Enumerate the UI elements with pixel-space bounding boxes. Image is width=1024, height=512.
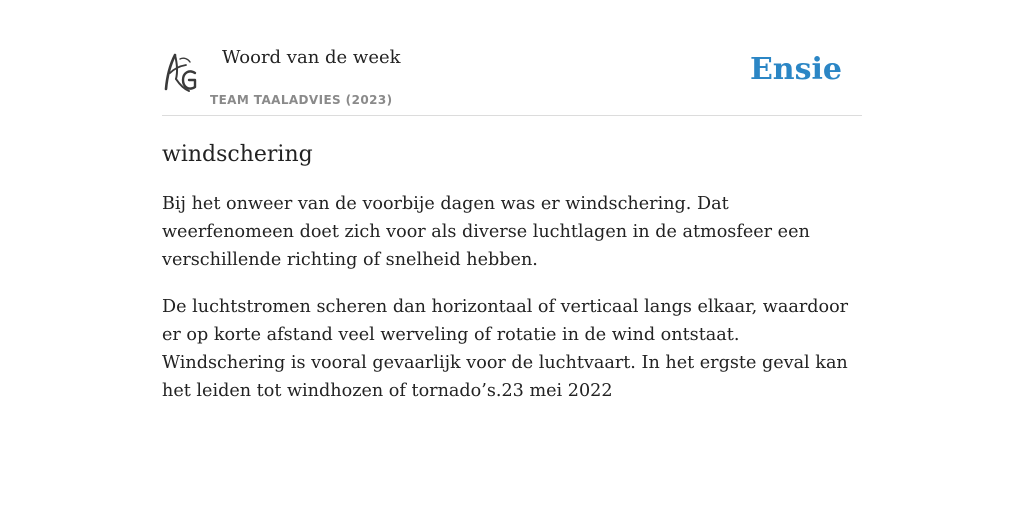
- series-title: Woord van de week: [222, 47, 401, 68]
- entry-body: [162, 190, 862, 405]
- entry-card: [162, 40, 862, 424]
- ensie-brand-link[interactable]: Ensie: [749, 52, 842, 87]
- paragraph-1: Bij het onweer van de voorbije dagen was er windschering. Dat weerfenomeen doet zich voor als diverse luchtlagen in de atmosfeer een verschillende richting of snelheid hebben.: [162, 194, 810, 270]
- entry-date: 23 mei 2022: [501, 381, 613, 401]
- paragraph-2-text: De luchtstromen scheren dan horizontaal of verticaal langs elkaar, waardoor er op korte afstand veel werveling of rotatie in de wind ontstaat. Windschering is vooral gevaarlijk voor de luchtvaart. In het ergste geval kan het leiden tot windhozen of tornado’s.: [162, 297, 849, 401]
- entry-word-title: windschering: [162, 142, 313, 167]
- lion-logo-icon[interactable]: [162, 49, 198, 95]
- paragraph-2: [162, 293, 862, 405]
- entry-header: [162, 40, 862, 116]
- author-label: TEAM TAALADVIES (2023): [210, 93, 393, 107]
